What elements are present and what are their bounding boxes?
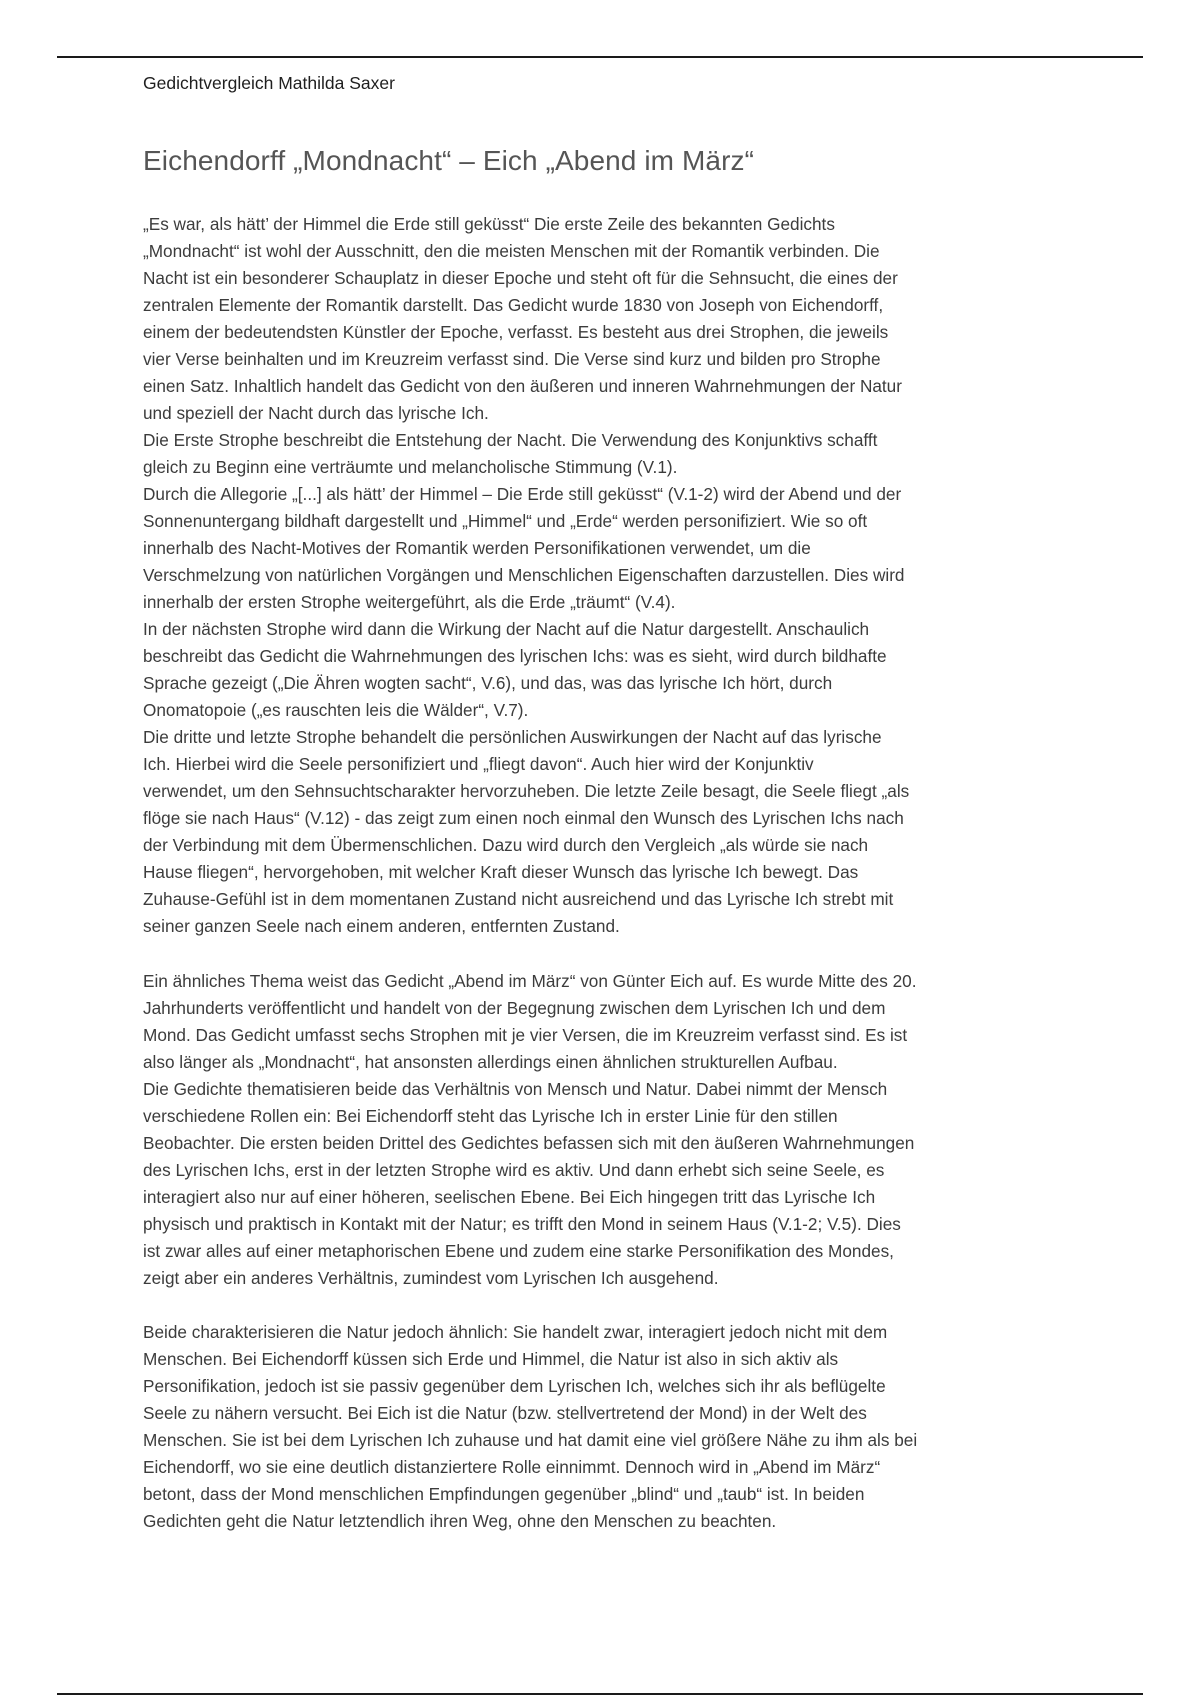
text-line: Menschen. Sie ist bei dem Lyrischen Ich zuhause und hat damit eine viel größere Nähe zu ihm als bei [143, 1430, 918, 1450]
text-line: beschreibt das Gedicht die Wahrnehmungen des lyrischen Ichs: was es sieht, wird durch bildhafte [143, 646, 887, 666]
text-line: „Es war, als hätt’ der Himmel die Erde still geküsst“ Die erste Zeile des bekannten Gedichts [143, 214, 835, 234]
text-line: Jahrhunderts veröffentlicht und handelt von der Begegnung zwischen dem Lyrischen Ich und dem [143, 998, 886, 1018]
text-line: physisch und praktisch in Kontakt mit der Natur; es trifft den Mond in seinem Haus (V.1-2; V.5). Dies [143, 1214, 901, 1234]
text-line: Mond. Das Gedicht umfasst sechs Strophen mit je vier Versen, die im Kreuzreim verfasst sind. Es ist [143, 1025, 908, 1045]
text-line: Sonnenuntergang bildhaft dargestellt und „Himmel“ und „Erde“ werden personifiziert. Wie so oft [143, 511, 868, 531]
text-line: „Mondnacht“ ist wohl der Ausschnitt, den die meisten Menschen mit der Romantik verbinden. Die [143, 241, 880, 261]
page-title: Eichendorff „Mondnacht“ – Eich „Abend im März“ [143, 145, 755, 176]
text-line: also länger als „Mondnacht“, hat ansonsten allerdings einen ähnlichen strukturellen Aufbau. [143, 1052, 838, 1072]
text-line: Onomatopoie („es rauschten leis die Wälder“, V.7). [143, 700, 529, 720]
text-line: innerhalb der ersten Strophe weitergeführt, als die Erde „träumt“ (V.4). [143, 592, 676, 612]
page-header: Gedichtvergleich Mathilda Saxer [143, 73, 395, 93]
paragraph-block-mondnacht [143, 211, 1063, 940]
paragraph-block-abend-im-maerz [143, 968, 1063, 1292]
text-line: des Lyrischen Ichs, erst in der letzten Strophe wird es aktiv. Und dann erhebt sich seine Seele, es [143, 1160, 885, 1180]
text-line: ist zwar alles auf einer metaphorischen Ebene und zudem eine starke Personifikation des Mondes, [143, 1241, 894, 1261]
text-line: verwendet, um den Sehnsuchtscharakter hervorzuheben. Die letzte Zeile besagt, die Seele fliegt „als [143, 781, 910, 801]
text-line: Menschen. Bei Eichendorff küssen sich Erde und Himmel, die Natur ist also in sich aktiv als [143, 1349, 839, 1369]
text-line: zentralen Elemente der Romantik darstellt. Das Gedicht wurde 1830 von Joseph von Eichendorff, [143, 295, 884, 315]
text-line: Hause fliegen“, hervorgehoben, mit welcher Kraft dieser Wunsch das lyrische Ich bewegt. Das [143, 862, 859, 882]
text-line: interagiert also nur auf einer höheren, seelischen Ebene. Bei Eich hingegen tritt das Lyrische Ich [143, 1187, 876, 1207]
text-line: vier Verse beinhalten und im Kreuzreim verfasst sind. Die Verse sind kurz und bilden pro Strophe [143, 349, 881, 369]
text-line: Gedichten geht die Natur letztendlich ihren Weg, ohne den Menschen zu beachten. [143, 1511, 777, 1531]
text-line: Eichendorff, wo sie eine deutlich distanziertere Rolle einnimmt. Dennoch wird in „Abend im März“ [143, 1457, 881, 1477]
text-line: einem der bedeutendsten Künstler der Epoche, verfasst. Es besteht aus drei Strophen, die jeweils [143, 322, 889, 342]
text-line: der Verbindung mit dem Übermenschlichen. Dazu wird durch den Vergleich „als würde sie nach [143, 835, 869, 855]
text-line: zeigt aber ein anderes Verhältnis, zumindest vom Lyrischen Ich ausgehend. [143, 1268, 719, 1288]
text-line: Seele zu nähern versucht. Bei Eich ist die Natur (bzw. stellvertretend der Mond) in der Welt des [143, 1403, 867, 1423]
text-line: gleich zu Beginn eine verträumte und melancholische Stimmung (V.1). [143, 457, 678, 477]
text-line: Personifikation, jedoch ist sie passiv gegenüber dem Lyrischen Ich, welches sich ihr als beflügelte [143, 1376, 886, 1396]
text-line: Zuhause-Gefühl ist in dem momentanen Zustand nicht ausreichend und das Lyrische Ich strebt mit [143, 889, 894, 909]
text-line: Ich. Hierbei wird die Seele personifiziert und „fliegt davon“. Auch hier wird der Konjunktiv [143, 754, 814, 774]
text-line: betont, dass der Mond menschlichen Empfindungen gegenüber „blind“ und „taub“ ist. In beiden [143, 1484, 865, 1504]
text-line: Ein ähnliches Thema weist das Gedicht „Abend im März“ von Günter Eich auf. Es wurde Mitte des 20. [143, 971, 917, 991]
text-line: Sprache gezeigt („Die Ähren wogten sacht“, V.6), und das, was das lyrische Ich hört, durch [143, 673, 833, 693]
text-line: Durch die Allegorie „[...] als hätt’ der Himmel – Die Erde still geküsst“ (V.1-2) wird der Abend und der [143, 484, 902, 504]
top-rule [57, 56, 1143, 58]
bottom-rule [57, 1693, 1143, 1695]
text-line: Beobachter. Die ersten beiden Drittel des Gedichtes befassen sich mit den äußeren Wahrnehmungen [143, 1133, 915, 1153]
text-line: Verschmelzung von natürlichen Vorgängen und Menschlichen Eigenschaften darzustellen. Dies wird [143, 565, 905, 585]
text-line: flöge sie nach Haus“ (V.12) - das zeigt zum einen noch einmal den Wunsch des Lyrischen Ichs nach [143, 808, 904, 828]
text-line: seiner ganzen Seele nach einem anderen, entfernten Zustand. [143, 916, 620, 936]
text-line: Die dritte und letzte Strophe behandelt die persönlichen Auswirkungen der Nacht auf das lyrische [143, 727, 882, 747]
text-line: einen Satz. Inhaltlich handelt das Gedicht von den äußeren und inneren Wahrnehmungen der Natur [143, 376, 902, 396]
text-line: Beide charakterisieren die Natur jedoch ähnlich: Sie handelt zwar, interagiert jedoch nicht mit dem [143, 1322, 888, 1342]
text-line: Die Erste Strophe beschreibt die Entstehung der Nacht. Die Verwendung des Konjunktivs schafft [143, 430, 878, 450]
paragraph-block-natur-vergleich [143, 1319, 1063, 1535]
text-line: verschiedene Rollen ein: Bei Eichendorff steht das Lyrische Ich in erster Linie für den stillen [143, 1106, 838, 1126]
text-line: Nacht ist ein besonderer Schauplatz in dieser Epoche und steht oft für die Sehnsucht, die eines der [143, 268, 898, 288]
text-line: innerhalb des Nacht-Motives der Romantik werden Personifikationen verwendet, um die [143, 538, 811, 558]
text-line: und speziell der Nacht durch das lyrische Ich. [143, 403, 489, 423]
text-line: Die Gedichte thematisieren beide das Verhältnis von Mensch und Natur. Dabei nimmt der Mensch [143, 1079, 888, 1099]
text-line: In der nächsten Strophe wird dann die Wirkung der Nacht auf die Natur dargestellt. Anschaulich [143, 619, 870, 639]
